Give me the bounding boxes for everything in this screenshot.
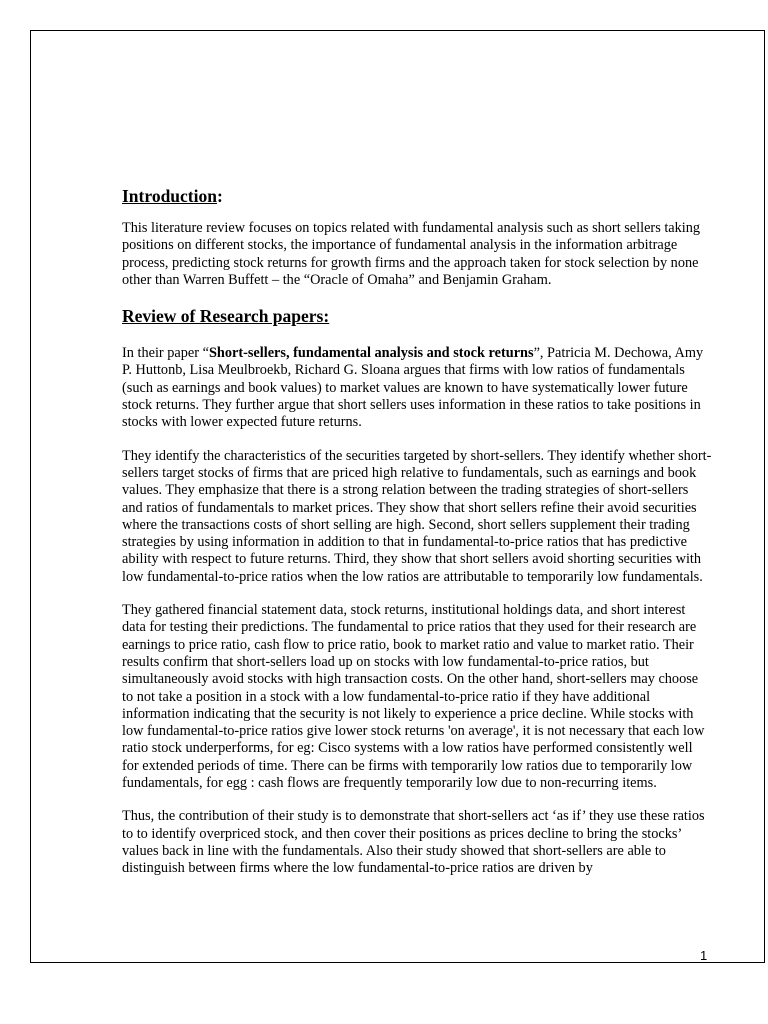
- page-content: [122, 185, 712, 894]
- paragraph-3: They gathered financial statement data, stock returns, institutional holdings data, and short interest data for testing their predictions. The fundamental to price ratios that they used for their research are earnings to price ratio, cash flow to price ratio, book to market ratio and value to market ratio. Their results confirm that short-sellers load up on stocks with low fundamental-to-price ratios, but simultaneously avoid stocks with high transaction costs. On the other hand, short-sellers may choose to not take a position in a stock with a low fundamental-to-price ratio if they have additional information indicating that the security is not likely to experience a price decline. While stocks with low fundamental-to-price ratios give lower stock returns 'on average', it is not necessary that each low ratio stock underperforms, for eg: Cisco systems with a low ratios have performed consistently well for extended periods of time. There can be firms with temporarily low ratios due to temporarily low fundamentals, for egg : cash flows are frequently temporarily low due to non-recurring items.: [122, 602, 705, 792]
- introduction-heading-colon: :: [216, 186, 223, 206]
- document-page: [30, 30, 765, 963]
- introduction-heading-text: Introduction: [122, 186, 217, 206]
- paper-title: Short-sellers, fundamental analysis and stock returns: [208, 345, 534, 362]
- paragraph-1: [122, 345, 712, 431]
- review-heading-text: Review of Research papers:: [122, 306, 330, 327]
- introduction-paragraph: This literature review focuses on topics related with fundamental analysis such as short sellers taking positions on different stocks, the importance of fundamental analysis in the information arbitrage process, predicting stock returns for growth firms and the approach taken for stock selection by none other than Warren Buffett – the “Oracle of Omaha” and Benjamin Graham.: [122, 220, 701, 288]
- review-heading: [122, 305, 712, 327]
- page-number: 1: [700, 948, 708, 963]
- paragraph-2: They identify the characteristics of the securities targeted by short-sellers. They identify whether short-sellers target stocks of firms that are priced high relative to fundamentals, such as earnings and book values. They emphasize that there is a strong relation between the trading strategies of short-sellers and ratios of fundamentals to market prices. They show that short sellers refine their avoid securities where the transactions costs of short selling are high. Second, short sellers supplement their trading strategies by using information in addition to that in fundamental-to-price ratios that has predictive ability with respect to future returns. Third, they show that short sellers avoid shorting securities with low fundamental-to-price ratios when the low ratios are attributable to temporarily low fundamentals.: [122, 447, 712, 585]
- introduction-heading: [122, 185, 712, 207]
- paragraph-4: Thus, the contribution of their study is to demonstrate that short-sellers act ‘as if’ they use these ratios to to identify overpriced stock, and then cover their positions as prices decline to bring the stocks’ values back in line with the fundamentals. Also their study showed that short-sellers are able to distinguish between firms where the low fundamental-to-price ratios are driven by: [122, 808, 705, 877]
- paragraph-1-lead: In their paper “: [122, 345, 209, 362]
- paragraph-1-body: ”, Patricia M. Dechowa, Amy P. Huttonb, Lisa Meulbroekb, Richard G. Sloana argues that firms with low ratios of fundamentals (such as earnings and book values) to market values are known to have systematically lower future stock returns. They further argue that short sellers uses information in these ratios to take positions in stocks with lower expected future returns.: [122, 345, 704, 431]
